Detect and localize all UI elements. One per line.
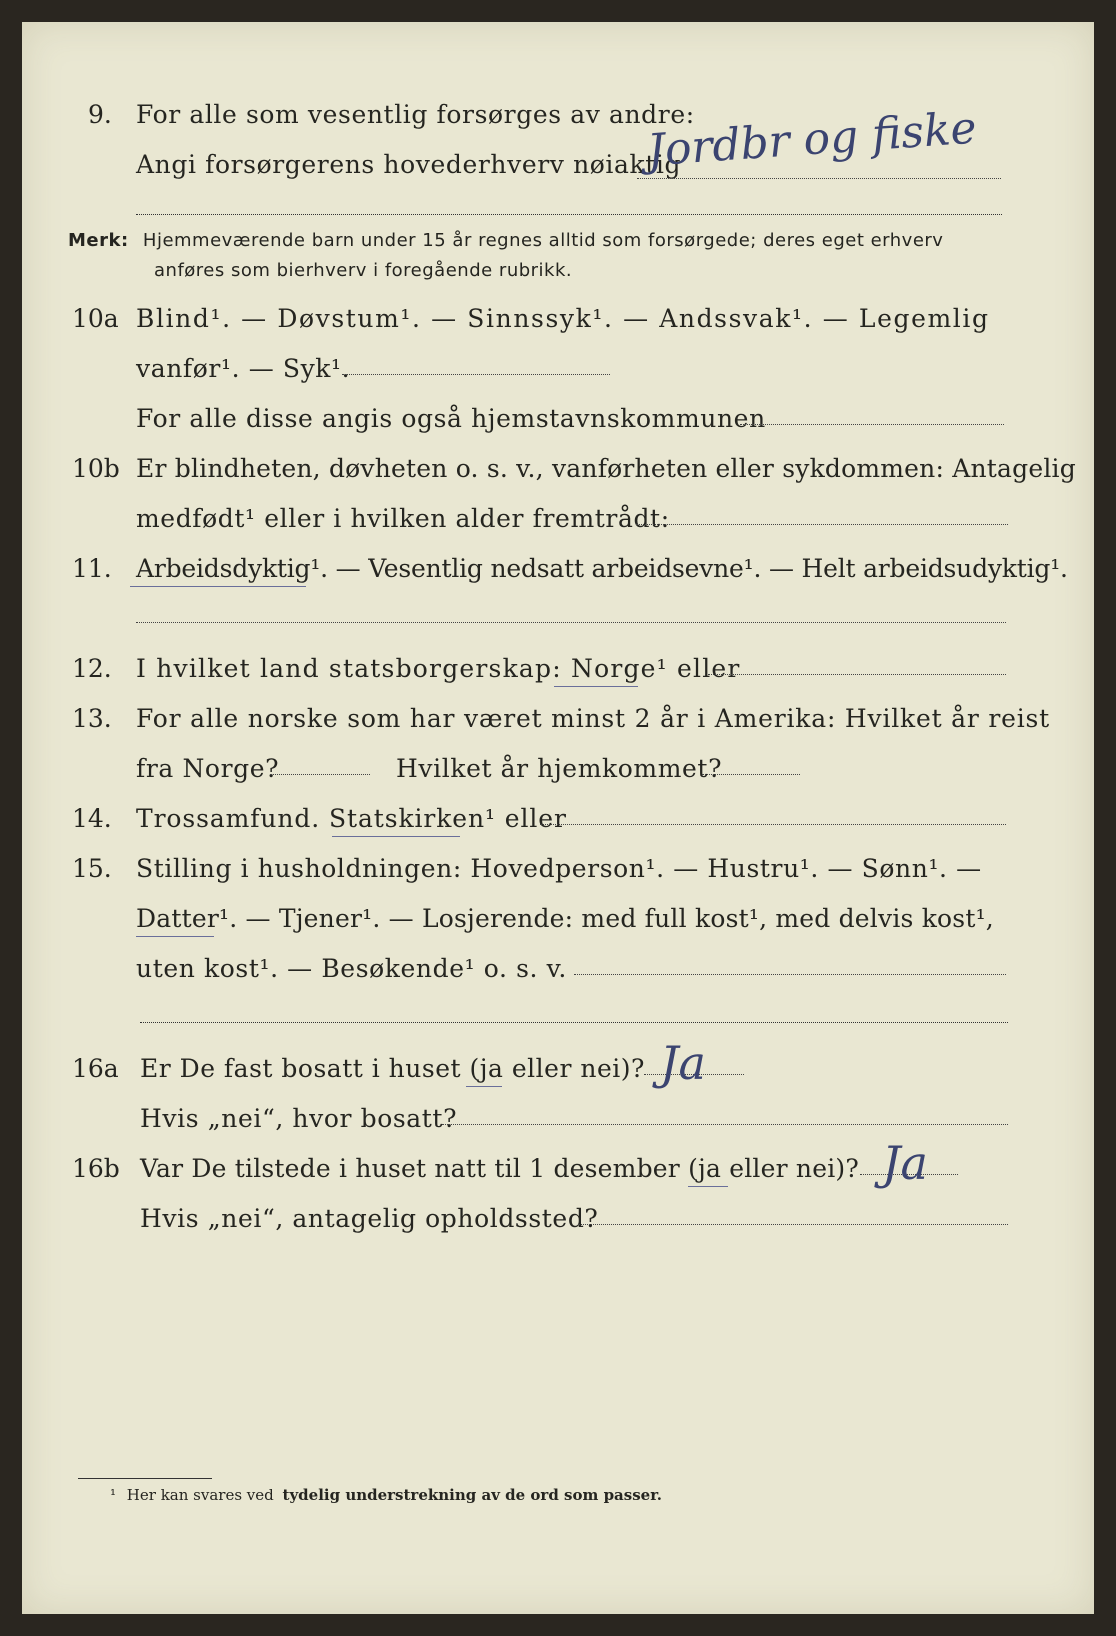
question-10b-line-2: medfødt¹ eller i hvilken alder fremtrådt: (136, 504, 670, 533)
question-10a-hjemstavn-fill-line (740, 424, 1004, 425)
footnote (110, 1486, 662, 1504)
question-10a-syk-fill-line (342, 374, 610, 375)
question-12-line-1: I hvilket land statsborgerskap: Norge¹ eller (136, 654, 741, 683)
question-14-fill-line (540, 824, 1006, 825)
question-15-datter-underline (136, 936, 214, 937)
merk-label: Merk: (68, 230, 129, 251)
question-10a-number: 10a (72, 304, 119, 333)
question-9-handwritten-answer: Jordbr og fiske (645, 102, 979, 177)
census-form-page (22, 22, 1094, 1614)
question-10a-line-3: For alle disse angis også hjemstavnskommunen (136, 404, 766, 433)
question-13-hjemkommet-fill-line (702, 774, 800, 775)
question-9-line-2: Angi forsørgerens hovederhverv nøiaktig (136, 150, 682, 179)
question-9-fill-line (637, 178, 1001, 179)
question-12-number: 12. (72, 654, 112, 683)
question-16b-line-1: Var De tilstede i huset natt til 1 desember (ja eller nei)? (140, 1154, 859, 1183)
footnote-mark: ¹ (110, 1486, 117, 1504)
question-10b-fill-line (636, 524, 1008, 525)
question-9-extra-line (136, 214, 1002, 215)
question-16a-line-1: Er De fast bosatt i huset (ja eller nei)? (140, 1054, 645, 1083)
question-11-line-1: Arbeidsdyktig¹. — Vesentlig nedsatt arbeidsevne¹. — Helt arbeidsudyktig¹. (136, 554, 1068, 583)
question-15-line-2: Datter¹. — Tjener¹. — Losjerende: med full kost¹, med delvis kost¹, (136, 904, 994, 933)
question-13-line-1: For alle norske som har været minst 2 år i Amerika: Hvilket år reist (136, 704, 1051, 733)
question-10b-number: 10b (72, 454, 120, 483)
question-16a-line-2: Hvis „nei“, hvor bosatt? (140, 1104, 458, 1133)
question-12-fill-line (708, 674, 1006, 675)
question-16b-number: 16b (72, 1154, 120, 1183)
question-15-line-3: uten kost¹. — Besøkende¹ o. s. v. (136, 954, 567, 983)
footnote-rule (78, 1478, 212, 1479)
question-16a-bosatt-fill-line (442, 1124, 1008, 1125)
merk-note (68, 230, 943, 251)
question-11-handwritten-underline (130, 586, 306, 587)
question-15-line-1: Stilling i husholdningen: Hovedperson¹. — Hustru¹. — Sønn¹. — (136, 854, 982, 883)
question-10b-line-1: Er blindheten, døvheten o. s. v., vanførheten eller sykdommen: Antagelig (136, 454, 1076, 483)
merk-line-2: anføres som bierhverv i foregående rubrikk. (154, 260, 573, 281)
question-15-extra-line (140, 1022, 1008, 1023)
question-10a-line-2: vanfør¹. — Syk¹. (136, 354, 351, 383)
question-14-statskirken-underline (332, 836, 460, 837)
merk-line-1: Hjemmeværende barn under 15 år regnes alltid som forsørgede; deres eget erhverv (142, 230, 944, 251)
question-12-norge-underline (554, 686, 638, 687)
question-14-number: 14. (72, 804, 112, 833)
question-16b-opholdssted-fill-line (578, 1224, 1008, 1225)
question-15-number: 15. (72, 854, 112, 883)
question-16b-ja-underline (688, 1186, 728, 1187)
question-16b-line-2: Hvis „nei“, antagelig opholdssted? (140, 1204, 599, 1233)
question-13-reist-fill-line (270, 774, 370, 775)
question-15-fill-line (574, 974, 1006, 975)
question-13-line-2b: Hvilket år hjemkommet? (396, 754, 723, 783)
question-9-number: 9. (88, 100, 112, 129)
question-16a-ja-underline (466, 1086, 502, 1087)
footnote-text-plain: Her kan svares ved (126, 1486, 274, 1504)
question-11-number: 11. (72, 554, 112, 583)
question-16b-handwritten-answer: Ja (882, 1136, 928, 1190)
question-13-line-2a: fra Norge? (136, 754, 280, 783)
question-16a-handwritten-answer: Ja (660, 1036, 706, 1090)
question-13-number: 13. (72, 704, 112, 733)
question-10a-line-1: Blind¹. — Døvstum¹. — Sinnssyk¹. — Andssvak¹. — Legemlig (136, 304, 990, 333)
question-9-line-1: For alle som vesentlig forsørges av andre: (136, 100, 695, 129)
question-14-line-1: Trossamfund. Statskirken¹ eller (136, 804, 567, 833)
question-11-extra-line (136, 622, 1006, 623)
footnote-text-bold: tydelig understrekning av de ord som passer. (282, 1486, 662, 1504)
question-16a-number: 16a (72, 1054, 119, 1083)
